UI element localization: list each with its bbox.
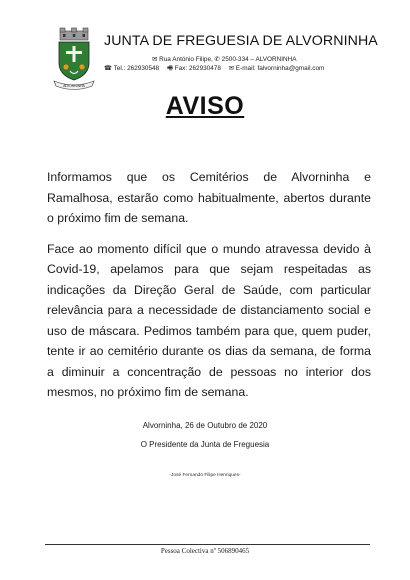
svg-text:ALVORNINHA: ALVORNINHA (63, 84, 85, 89)
date-place-line: Alvorninha, 26 de Outubro de 2020 (142, 421, 268, 430)
coat-of-arms-logo (50, 27, 98, 91)
footer-tax-id: Pessoa Colectiva nº 506890465 (160, 547, 250, 555)
address-line: ✉ Rua António Filipe, ✆ 2500-334 – ALVORNINHA (152, 56, 297, 63)
contact-line (104, 64, 330, 73)
organization-name: JUNTA DE FREGUESIA DE ALVORNINHA (104, 33, 378, 49)
email-address: ✉ E-mail: falvorninha@gmail.com (228, 65, 325, 72)
signatory-role: O Presidente da Junta de Freguesia (140, 440, 270, 449)
fax-number: 🖷 Fax: 262930478 (166, 65, 221, 72)
contact-block (104, 55, 330, 73)
signatory-name: -José Fernando Filipe Henriques- (169, 473, 241, 478)
notice-body (47, 167, 371, 413)
paragraph: Face ao momento difícil que o mundo atravessa devido à Covid-19, apelamos para que sejam respeitadas as indicações da Direção Geral de Saúde, com particular relevância para a necessidade de distanciamento social e uso de máscara. Pedimos também para que, quem puder, tente ir ao cemitério durante os dias da semana, de forma a diminuir a concentração de pessoas no interior dos mesmos, no próximo fim de semana. (47, 241, 371, 399)
phone-number: ☎ Tel.: 262930548 (104, 65, 160, 72)
footer-divider (45, 544, 370, 545)
notice-title: AVISO (165, 92, 245, 120)
paragraph: Informamos que os Cemitérios de Alvorninha e Ramalhosa, estarão como habitualmente, abertos durante o próximo fim de semana. (47, 170, 371, 225)
